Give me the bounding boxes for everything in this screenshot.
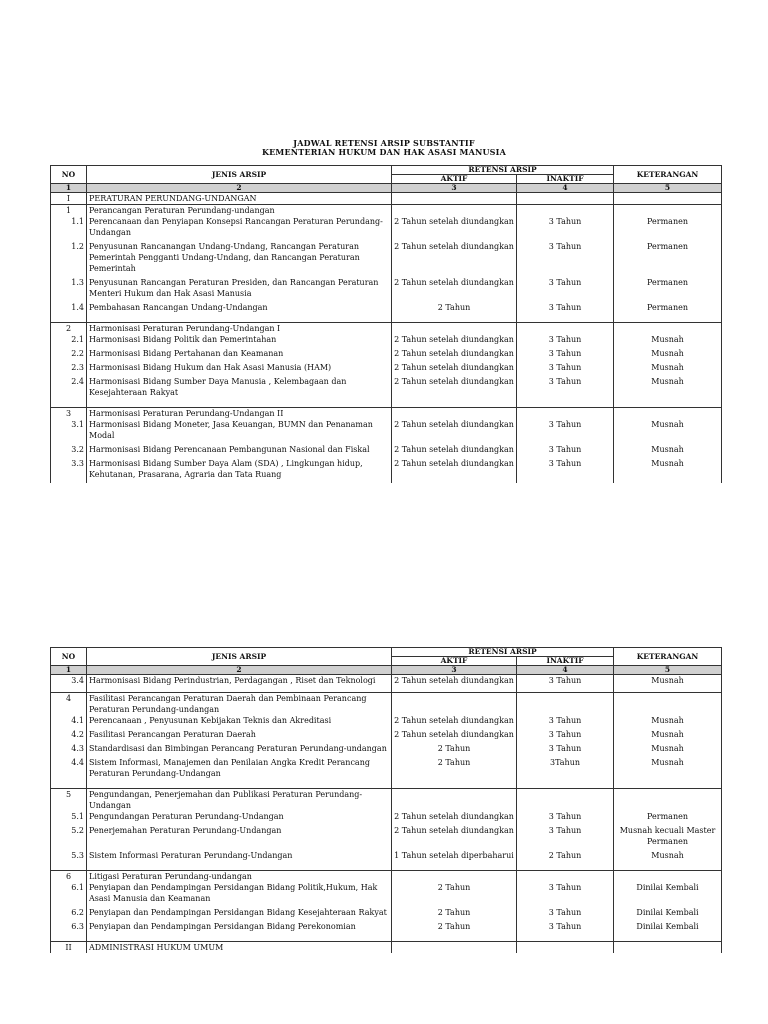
retensi-aktif-cell: 2 Tahun [392, 302, 517, 316]
empty-cell [517, 205, 614, 217]
keterangan-cell: Musnah [614, 348, 722, 362]
keterangan-cell: Dinilai Kembali [614, 907, 722, 921]
empty-cell [392, 789, 517, 812]
colnum-5: 5 [614, 184, 722, 193]
table-row [51, 277, 722, 302]
item-number: 3.3 [51, 458, 87, 483]
empty-cell [614, 871, 722, 883]
jenis-arsip-cell: Harmonisasi Bidang Moneter, Jasa Keuangan, BUMN dan Penanaman Modal [87, 419, 392, 444]
section-title: Perancangan Peraturan Perundang-undangan [87, 205, 392, 217]
table-row [51, 376, 722, 401]
jenis-arsip-cell: Penyusunan Rancangan Peraturan Presiden, dan Rancangan Peraturan Menteri Hukum dan Hak Asasi Manusia [87, 277, 392, 302]
item-number: 3.1 [51, 419, 87, 444]
empty-cell [517, 871, 614, 883]
retensi-inaktif-cell: 3 Tahun [517, 376, 614, 401]
jenis-arsip-cell: Harmonisasi Bidang Politik dan Pemerintahan [87, 334, 392, 348]
section-row [51, 193, 722, 205]
header-aktif: AKTIF [392, 657, 517, 666]
item-number: 1.1 [51, 216, 87, 241]
retensi-aktif-cell: 2 Tahun [392, 743, 517, 757]
retensi-inaktif-cell: 3 Tahun [517, 277, 614, 302]
header-inaktif: INAKTIF [517, 657, 614, 666]
retensi-inaktif-cell: 3 Tahun [517, 362, 614, 376]
header-retensi-arsip: RETENSI ARSIP [392, 648, 614, 657]
item-number: 4.2 [51, 729, 87, 743]
jenis-arsip-cell: Pembahasan Rancangan Undang-Undangan [87, 302, 392, 316]
jenis-arsip-cell: Harmonisasi Bidang Perencanaan Pembangunan Nasional dan Fiskal [87, 444, 392, 458]
retensi-aktif-cell: 2 Tahun [392, 882, 517, 907]
empty-cell [517, 693, 614, 716]
jenis-arsip-cell: Penyiapan dan Pendampingan Persidangan Bidang Politik,Hukum, Hak Asasi Manusia dan Keamanan [87, 882, 392, 907]
jenis-arsip-cell: Penyiapan dan Pendampingan Persidangan Bidang Kesejahteraan Rakyat [87, 907, 392, 921]
retensi-inaktif-cell: 2 Tahun [517, 850, 614, 864]
retensi-inaktif-cell: 3 Tahun [517, 458, 614, 483]
table-row [51, 348, 722, 362]
table-row [51, 216, 722, 241]
empty-cell [517, 323, 614, 335]
table-row [51, 882, 722, 907]
retensi-inaktif-cell: 3 Tahun [517, 302, 614, 316]
section-title: Pengundangan, Penerjemahan dan Publikasi Peraturan Perundang-Undangan [87, 789, 392, 812]
retensi-aktif-cell: 2 Tahun setelah diundangkan [392, 458, 517, 483]
retensi-aktif-cell: 2 Tahun setelah diundangkan [392, 715, 517, 729]
retensi-inaktif-cell: 3 Tahun [517, 334, 614, 348]
section-row [51, 942, 722, 954]
table-row [51, 715, 722, 729]
empty-cell [392, 323, 517, 335]
section-row [51, 323, 722, 335]
colnum-4: 4 [517, 666, 614, 675]
item-number: 2.4 [51, 376, 87, 401]
retensi-aktif-cell: 2 Tahun setelah diundangkan [392, 729, 517, 743]
item-number: 6.2 [51, 907, 87, 921]
section-number: 6 [51, 871, 87, 883]
retensi-inaktif-cell: 3 Tahun [517, 675, 614, 687]
retensi-aktif-cell: 2 Tahun setelah diundangkan [392, 376, 517, 401]
item-number: 3.2 [51, 444, 87, 458]
section-number: 2 [51, 323, 87, 335]
section-title: Fasilitasi Perancangan Peraturan Daerah dan Pembinaan Perancang Peraturan Perundang-undangan [87, 693, 392, 716]
retensi-aktif-cell: 2 Tahun [392, 921, 517, 935]
empty-cell [614, 205, 722, 217]
section-row [51, 693, 722, 716]
table-row [51, 302, 722, 316]
keterangan-cell: Musnah [614, 675, 722, 687]
retensi-inaktif-cell: 3 Tahun [517, 825, 614, 850]
retensi-aktif-cell: 2 Tahun setelah diundangkan [392, 216, 517, 241]
retensi-inaktif-cell: 3 Tahun [517, 882, 614, 907]
item-number: 3.4 [51, 675, 87, 687]
table-row [51, 811, 722, 825]
item-number: 2.2 [51, 348, 87, 362]
retensi-aktif-cell: 2 Tahun [392, 757, 517, 782]
keterangan-cell: Musnah [614, 362, 722, 376]
retensi-aktif-cell: 2 Tahun [392, 907, 517, 921]
keterangan-cell: Dinilai Kembali [614, 882, 722, 907]
keterangan-cell: Musnah [614, 743, 722, 757]
jenis-arsip-cell: Perencanaan dan Penyiapan Konsepsi Rancangan Peraturan Perundang-Undangan [87, 216, 392, 241]
item-number: 2.3 [51, 362, 87, 376]
keterangan-cell: Musnah kecuali Master Permanen [614, 825, 722, 850]
colnum-3: 3 [392, 666, 517, 675]
empty-cell [392, 205, 517, 217]
header-jenis-arsip: JENIS ARSIP [87, 648, 392, 666]
keterangan-cell: Musnah [614, 715, 722, 729]
table-row [51, 444, 722, 458]
retensi-inaktif-cell: 3 Tahun [517, 419, 614, 444]
section-title: Harmonisasi Peraturan Perundang-Undangan II [87, 408, 392, 420]
retensi-inaktif-cell: 3Tahun [517, 757, 614, 782]
header-retensi-arsip: RETENSI ARSIP [392, 166, 614, 175]
table-row [51, 362, 722, 376]
retensi-inaktif-cell: 3 Tahun [517, 743, 614, 757]
section-row [51, 871, 722, 883]
retensi-aktif-cell: 2 Tahun setelah diundangkan [392, 825, 517, 850]
retensi-inaktif-cell: 3 Tahun [517, 921, 614, 935]
item-number: 2.1 [51, 334, 87, 348]
jenis-arsip-cell: Penerjemahan Peraturan Perundang-Undangan [87, 825, 392, 850]
document-title: JADWAL RETENSI ARSIP SUBSTANTIF [293, 138, 475, 148]
keterangan-cell: Permanen [614, 277, 722, 302]
jenis-arsip-cell: Fasilitasi Perancangan Peraturan Daerah [87, 729, 392, 743]
header-jenis-arsip: JENIS ARSIP [87, 166, 392, 184]
retensi-aktif-cell: 2 Tahun setelah diundangkan [392, 334, 517, 348]
jenis-arsip-cell: Standardisasi dan Bimbingan Perancang Peraturan Perundang-undangan [87, 743, 392, 757]
empty-cell [614, 789, 722, 812]
keterangan-cell: Musnah [614, 729, 722, 743]
retensi-inaktif-cell: 3 Tahun [517, 241, 614, 277]
item-number: 4.1 [51, 715, 87, 729]
item-number: 1.4 [51, 302, 87, 316]
table-row [51, 907, 722, 921]
retensi-inaktif-cell: 3 Tahun [517, 216, 614, 241]
section-title: Litigasi Peraturan Perundang-undangan [87, 871, 392, 883]
table-row [51, 921, 722, 935]
item-number: 6.3 [51, 921, 87, 935]
section-row [51, 205, 722, 217]
colnum-1: 1 [51, 666, 87, 675]
empty-cell [392, 942, 517, 954]
retensi-aktif-cell: 2 Tahun setelah diundangkan [392, 348, 517, 362]
item-number: 1.2 [51, 241, 87, 277]
table-row [51, 825, 722, 850]
table-row [51, 675, 722, 687]
colnum-4: 4 [517, 184, 614, 193]
section-row [51, 408, 722, 420]
table-row [51, 743, 722, 757]
item-number: 5.2 [51, 825, 87, 850]
keterangan-cell: Permanen [614, 241, 722, 277]
empty-cell [614, 408, 722, 420]
section-number: I [51, 193, 87, 205]
item-number: 4.3 [51, 743, 87, 757]
retensi-inaktif-cell: 3 Tahun [517, 715, 614, 729]
header-no: NO [51, 648, 87, 666]
retensi-aktif-cell: 2 Tahun setelah diundangkan [392, 277, 517, 302]
colnum-1: 1 [51, 184, 87, 193]
empty-cell [517, 408, 614, 420]
section-row [51, 789, 722, 812]
jenis-arsip-cell: Harmonisasi Bidang Sumber Daya Manusia , Kelembagaan dan Kesejahteraan Rakyat [87, 376, 392, 401]
jenis-arsip-cell: Penyusunan Rancanangan Undang-Undang, Rancangan Peraturan Pemerintah Pengganti Undang-Undang, dan Rancangan Peraturan Pemerintah [87, 241, 392, 277]
colnum-2: 2 [87, 666, 392, 675]
keterangan-cell: Musnah [614, 419, 722, 444]
section-title: Harmonisasi Peraturan Perundang-Undangan I [87, 323, 392, 335]
section-number: II [51, 942, 87, 954]
jenis-arsip-cell: Harmonisasi Bidang Pertahanan dan Keamanan [87, 348, 392, 362]
item-number: 5.3 [51, 850, 87, 864]
retensi-aktif-cell: 2 Tahun setelah diundangkan [392, 419, 517, 444]
retensi-aktif-cell: 2 Tahun setelah diundangkan [392, 811, 517, 825]
header-inaktif: INAKTIF [517, 175, 614, 184]
keterangan-cell: Dinilai Kembali [614, 921, 722, 935]
empty-cell [614, 193, 722, 205]
table-row [51, 729, 722, 743]
retensi-aktif-cell: 2 Tahun setelah diundangkan [392, 675, 517, 687]
header-keterangan: KETERANGAN [614, 648, 722, 666]
section-title: ADMINISTRASI HUKUM UMUM [87, 942, 392, 954]
item-number: 5.1 [51, 811, 87, 825]
section-number: 3 [51, 408, 87, 420]
keterangan-cell: Musnah [614, 757, 722, 782]
empty-cell [614, 323, 722, 335]
header-aktif: AKTIF [392, 175, 517, 184]
retensi-inaktif-cell: 3 Tahun [517, 811, 614, 825]
keterangan-cell: Permanen [614, 302, 722, 316]
empty-cell [517, 942, 614, 954]
retensi-aktif-cell: 2 Tahun setelah diundangkan [392, 444, 517, 458]
retention-table-part-1 [50, 165, 722, 483]
item-number: 6.1 [51, 882, 87, 907]
jenis-arsip-cell: Harmonisasi Bidang Perindustrian, Perdagangan , Riset dan Teknologi [87, 675, 392, 687]
retensi-aktif-cell: 2 Tahun setelah diundangkan [392, 362, 517, 376]
section-number: 5 [51, 789, 87, 812]
table-row [51, 458, 722, 483]
colnum-3: 3 [392, 184, 517, 193]
table-row [51, 419, 722, 444]
keterangan-cell: Musnah [614, 334, 722, 348]
retensi-aktif-cell: 2 Tahun setelah diundangkan [392, 241, 517, 277]
retensi-inaktif-cell: 3 Tahun [517, 348, 614, 362]
keterangan-cell: Musnah [614, 444, 722, 458]
jenis-arsip-cell: Sistem Informasi Peraturan Perundang-Undangan [87, 850, 392, 864]
header-keterangan: KETERANGAN [614, 166, 722, 184]
table-row [51, 757, 722, 782]
section-number: 4 [51, 693, 87, 716]
jenis-arsip-cell: Penyiapan dan Pendampingan Persidangan Bidang Perekonomian [87, 921, 392, 935]
item-number: 1.3 [51, 277, 87, 302]
jenis-arsip-cell: Pengundangan Peraturan Perundang-Undangan [87, 811, 392, 825]
retensi-aktif-cell: 1 Tahun setelah diperbaharui [392, 850, 517, 864]
keterangan-cell: Permanen [614, 811, 722, 825]
empty-cell [614, 693, 722, 716]
keterangan-cell: Permanen [614, 216, 722, 241]
retensi-inaktif-cell: 3 Tahun [517, 907, 614, 921]
empty-cell [392, 871, 517, 883]
keterangan-cell: Musnah [614, 850, 722, 864]
empty-cell [517, 789, 614, 812]
section-number: 1 [51, 205, 87, 217]
keterangan-cell: Musnah [614, 458, 722, 483]
colnum-2: 2 [87, 184, 392, 193]
jenis-arsip-cell: Harmonisasi Bidang Sumber Daya Alam (SDA) , Lingkungan hidup, Kehutanan, Prasarana, Agraria dan Tata Ruang [87, 458, 392, 483]
item-number: 4.4 [51, 757, 87, 782]
empty-cell [392, 408, 517, 420]
retensi-inaktif-cell: 3 Tahun [517, 729, 614, 743]
header-no: NO [51, 166, 87, 184]
empty-cell [392, 193, 517, 205]
jenis-arsip-cell: Perencanaan , Penyusunan Kebijakan Teknis dan Akreditasi [87, 715, 392, 729]
section-title: PERATURAN PERUNDANG-UNDANGAN [87, 193, 392, 205]
jenis-arsip-cell: Sistem Informasi, Manajemen dan Penilaian Angka Kredit Perancang Peraturan Perundang-Undangan [87, 757, 392, 782]
colnum-5: 5 [614, 666, 722, 675]
retention-table-part-2 [50, 647, 722, 953]
empty-cell [614, 942, 722, 954]
empty-cell [392, 693, 517, 716]
table-row [51, 850, 722, 864]
jenis-arsip-cell: Harmonisasi Bidang Hukum dan Hak Asasi Manusia (HAM) [87, 362, 392, 376]
document-subtitle: KEMENTERIAN HUKUM DAN HAK ASASI MANUSIA [261, 147, 506, 157]
table-row [51, 334, 722, 348]
keterangan-cell: Musnah [614, 376, 722, 401]
table-row [51, 241, 722, 277]
empty-cell [517, 193, 614, 205]
retensi-inaktif-cell: 3 Tahun [517, 444, 614, 458]
